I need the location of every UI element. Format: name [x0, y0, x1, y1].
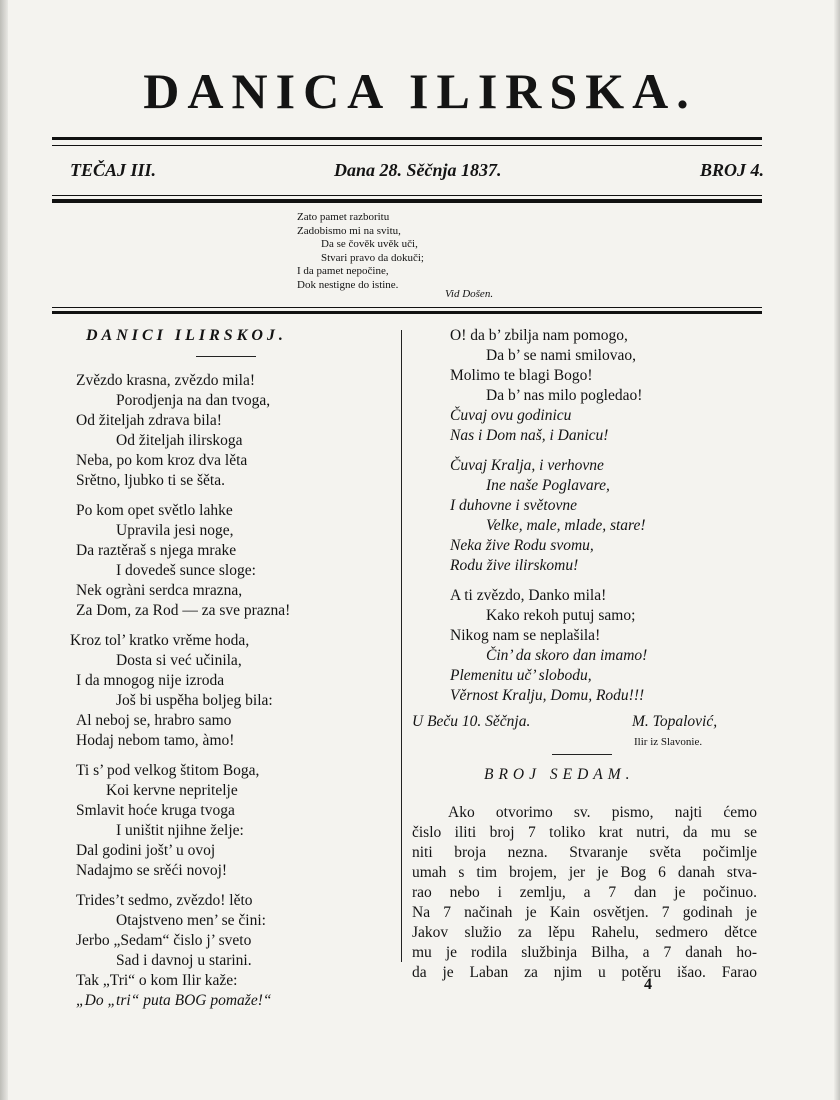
poem-line: I dovedeš sunce sloge: — [116, 562, 256, 579]
poem-line: Zvězdo krasna, zvězdo mila! — [76, 372, 256, 389]
motto-line: Dok nestigne do istine. — [297, 278, 399, 291]
stanza-gap — [76, 491, 391, 501]
issue-volume: TEČAJ III. — [70, 160, 157, 180]
motto-line: I da pamet nepočine, — [297, 265, 389, 277]
poem-line: Od žiteljah ilirskoga — [116, 432, 243, 449]
poem-line: Dal godini jošt’ u ovoj — [76, 842, 216, 859]
poem-line: Plemenitu uč’ slobodu, — [450, 667, 592, 684]
poem-line: Čin’ da skoro dan imamo! — [486, 647, 648, 664]
poem-title-rule — [196, 356, 256, 357]
page-edge-right — [834, 0, 840, 1100]
article-line: da je Laban za njim u potěru išao. Farao — [412, 964, 757, 981]
issue-number: BROJ 4. — [699, 160, 764, 180]
motto-line: Stvari pravo da dokuči; — [321, 251, 424, 264]
article-title-rule — [552, 754, 612, 755]
signature-place: U Beču 10. Sěčnja. — [412, 713, 531, 730]
article-line: Jakov služio za lěpu Rahelu, sedmero dětce — [412, 924, 757, 941]
poem-line: Nikog nam se neplašila! — [450, 627, 601, 644]
motto-line: Zato pamet razboritu — [297, 211, 390, 223]
poem-line: Da raztěraš s njega mrake — [76, 542, 237, 559]
article-line: rao nebo i zemlju, a 7 dan je počinuo. — [412, 884, 757, 901]
stanza-gap — [76, 881, 391, 891]
poem-line: Al neboj se, hrabro samo — [76, 712, 232, 729]
article-line: mu je rodila službinja Bilha, a 7 danah ho- — [412, 944, 757, 961]
rule-mid-thick — [52, 199, 762, 203]
motto-line: Da se čověk uvěk uči, — [321, 238, 418, 250]
poem-line: Nas i Dom naš, i Danicu! — [450, 427, 609, 444]
poem-line: Za Dom, za Rod — za sve prazna! — [76, 602, 291, 619]
poem-line: Ine naše Poglavare, — [486, 477, 610, 494]
poem-line: Trides’t sedmo, zvězdo! lěto — [76, 892, 253, 909]
poem-line: Sad i davnoj u starini. — [116, 952, 252, 969]
page-number: 4 — [644, 976, 652, 993]
poem-line: Koi kervne nepritelje — [106, 782, 238, 799]
article-line: niti broja nezna. Stvaranje světa počimlje — [412, 844, 757, 861]
poem-line: Upravila jesi noge, — [116, 522, 234, 539]
poem-line: Neka žive Rodu svomu, — [450, 537, 594, 554]
poem-line: A ti zvězdo, Danko mila! — [450, 587, 607, 604]
column-left — [70, 326, 391, 1011]
stanza-gap — [76, 751, 391, 761]
poem-line: I duhovne i světovne — [450, 497, 577, 514]
poem-line: Věrnost Kralju, Domu, Rodu!!! — [450, 687, 645, 704]
poem-line: Od žiteljah zdrava bila! — [76, 412, 222, 429]
poem-line: Dosta si već učinila, — [116, 652, 242, 669]
article-line: Ako otvorimo sv. pismo, najti ćemo — [448, 804, 757, 821]
motto-author: Vid Došen. — [445, 288, 494, 300]
poem-line: Kako rekoh putuj samo; — [486, 607, 636, 624]
poem-line: Porodjenja na dan tvoga, — [116, 392, 271, 409]
poem-line: Neba, po kom kroz dva lěta — [76, 452, 248, 469]
article-line: umah s tim brojem, jer je Bog 6 danah stva- — [412, 864, 757, 881]
poem-line: I da mnogog nije izroda — [76, 672, 225, 689]
rule-top-thin — [52, 145, 762, 146]
poem-line: Čuvaj ovu godinicu — [450, 407, 572, 424]
stanza-gap — [412, 446, 772, 456]
article-line: čislo iliti broj 7 toliko krat nutri, da mu se — [412, 824, 757, 841]
issue-date: Dana 28. Sěčnja 1837. — [334, 160, 502, 180]
poem-line: Ti s’ pod velkog štitom Boga, — [76, 762, 260, 779]
poem-line: Srětno, ljubko ti se šěta. — [76, 472, 225, 489]
page-edge-left — [0, 0, 8, 1100]
signature-author: M. Topalović, — [632, 713, 718, 730]
poem-line: Molimo te blagi Bogo! — [450, 367, 593, 384]
signature-note: Ilir iz Slavonie. — [634, 736, 703, 748]
poem-line: I uništit njihne želje: — [116, 822, 244, 839]
rule-top-thick — [52, 137, 762, 140]
motto — [297, 211, 557, 300]
poem-line: Rodu žive ilirskomu! — [450, 557, 579, 574]
poem-line: O! da b’ zbilja nam pomogo, — [450, 327, 628, 344]
poem-line: Hodaj nebom tamo, àmo! — [76, 732, 235, 749]
poem-line: Smlavit hoće kruga tvoga — [76, 802, 235, 819]
poem-title: DANICI ILIRSKOJ. — [86, 327, 287, 344]
poem-line: Po kom opet světlo lahke — [76, 502, 233, 519]
poem-line: Jerbo „Sedam“ čislo j’ sveto — [76, 932, 252, 949]
poem-line: Velke, male, mlade, stare! — [486, 517, 646, 534]
stanza-gap — [76, 621, 391, 631]
poem-signature — [412, 712, 772, 748]
poem-line: Kroz tol’ kratko vrěme hoda, — [70, 632, 250, 649]
rule-mid-thin — [52, 195, 762, 196]
poem-line: Još bi uspěha boljeg bila: — [116, 692, 273, 709]
poem-line: Da b’ se nami smilovao, — [486, 347, 636, 364]
poem-line: Nadajmo se srěći novoj! — [76, 862, 228, 879]
article-title: BROJ SEDAM. — [484, 766, 635, 783]
poem-line: Tak „Tri“ o kom Ilir kaže: — [76, 972, 238, 989]
poem-line: „Do „tri“ puta BOG pomaže!“ — [76, 992, 272, 1009]
article-line: Na 7 načinah je Kain osvětjen. 7 godinah je — [412, 904, 757, 921]
masthead-title: DANICA ILIRSKA. — [143, 63, 697, 119]
poem-line: Da b’ nas milo pogledao! — [486, 387, 643, 404]
rule-bottom-thick — [52, 311, 762, 314]
column-divider — [401, 330, 402, 962]
poem-line: Otajstveno men’ se čini: — [116, 912, 266, 929]
poem-line: Čuvaj Kralja, i verhovne — [450, 457, 604, 474]
column-right — [412, 326, 772, 983]
stanza-gap — [412, 576, 772, 586]
poem-line: Nek ogràni serdca mrazna, — [76, 582, 243, 599]
motto-line: Zadobismo mi na svitu, — [297, 224, 401, 237]
rule-bottom-thin — [52, 307, 762, 308]
